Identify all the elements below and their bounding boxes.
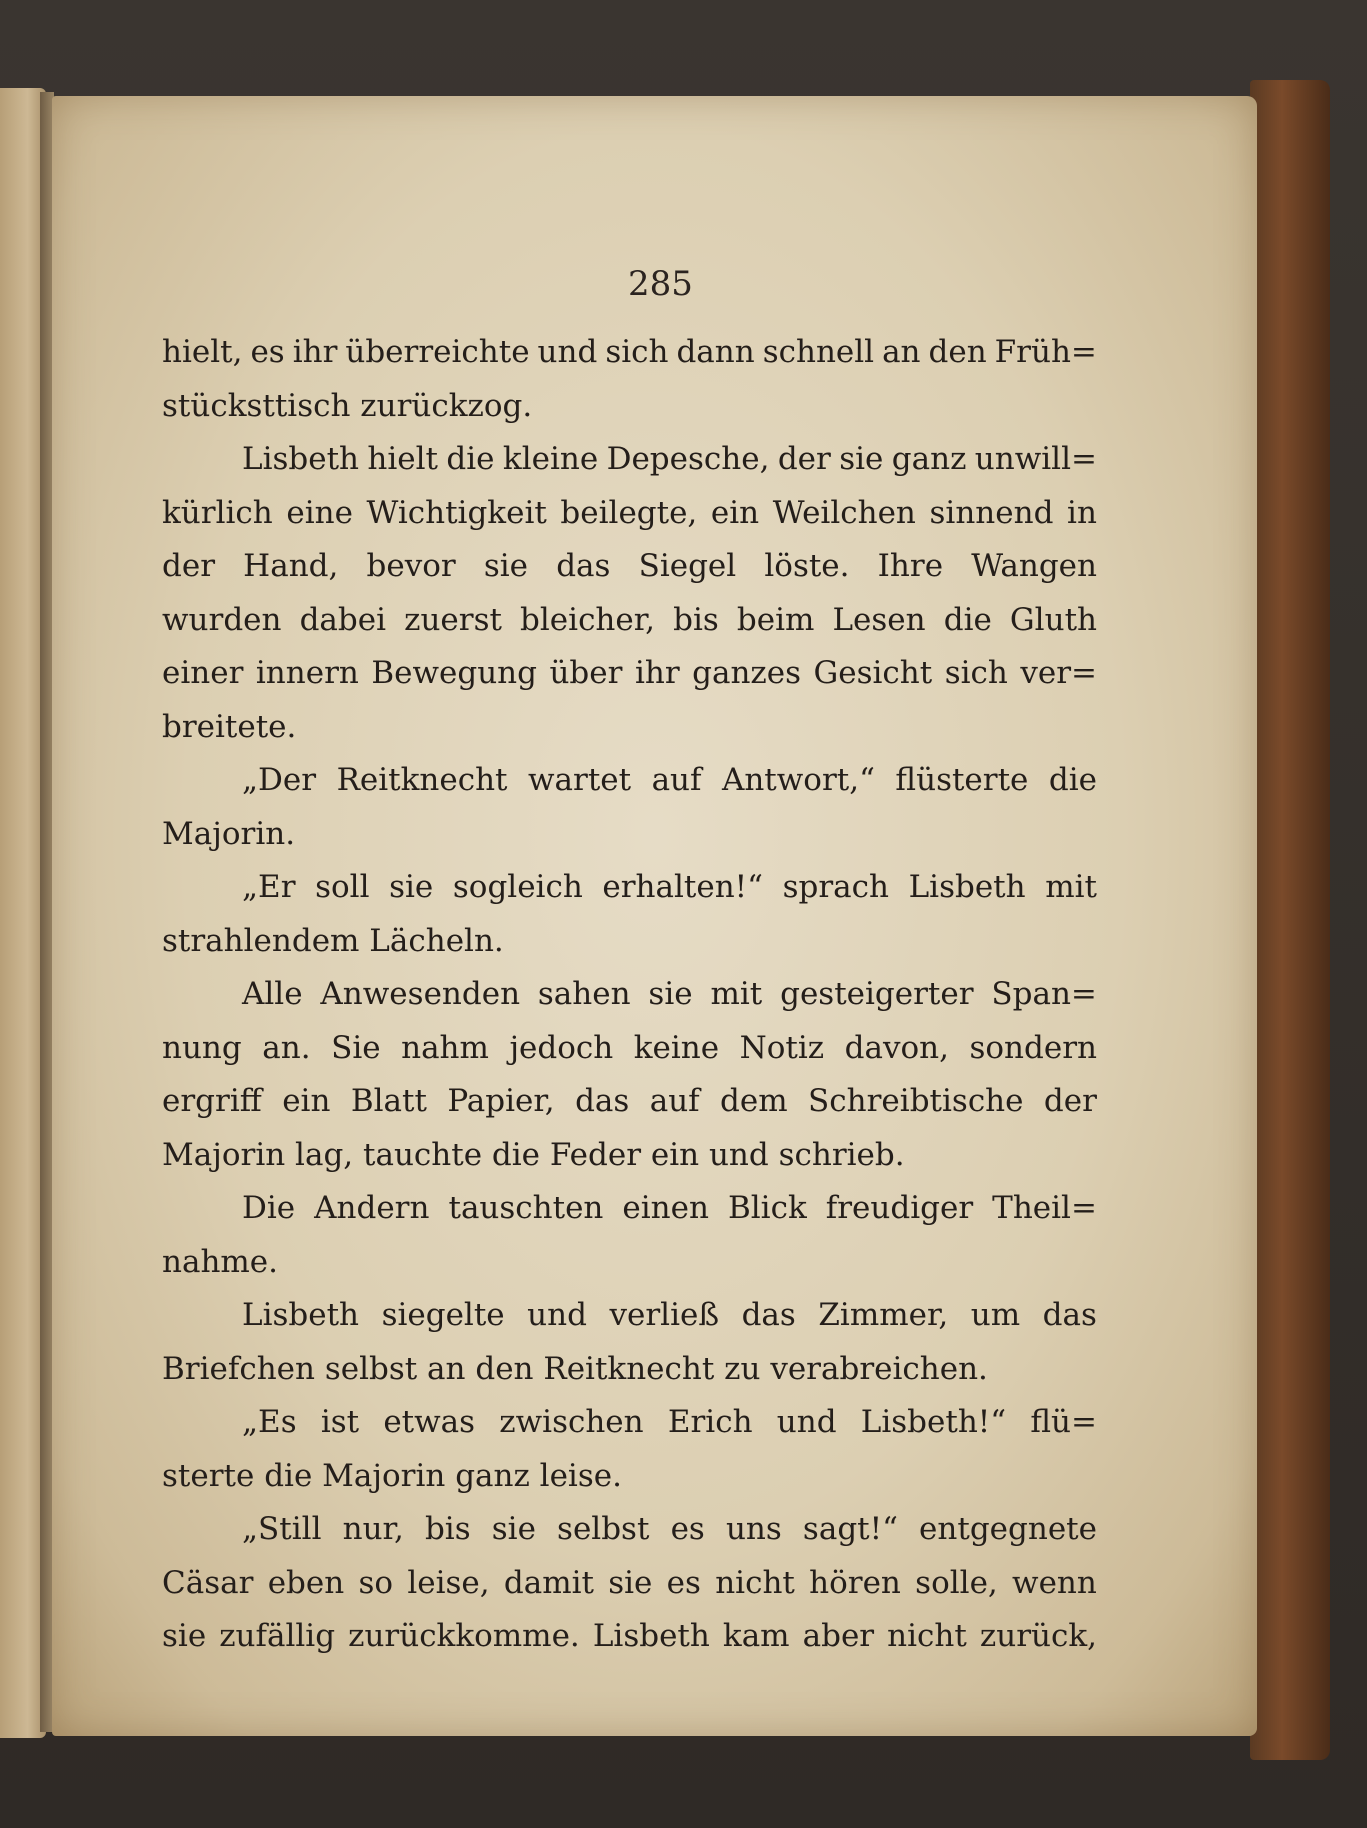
text-line: breitete. [162, 708, 297, 745]
book-page [52, 96, 1257, 1736]
text-line: der Hand, bevor sie das Siegel löste. Ihre Wangen [162, 548, 1097, 584]
page-number: 285 [628, 264, 693, 304]
book-cover-edge [1250, 80, 1330, 1760]
text-line: Majorin lag, tauchte die Feder ein und schrieb. [162, 1136, 905, 1173]
text-line: Die Andern tauschten einen Blick freudiger Theil= [242, 1190, 1097, 1226]
text-line: Lisbeth siegelte und verließ das Zimmer, um das [242, 1297, 1097, 1333]
text-line: Alle Anwesenden sahen sie mit gesteigerter Span= [242, 976, 1097, 1012]
text-line: ergriff ein Blatt Papier, das auf dem Schreibtische der [162, 1083, 1097, 1119]
text-line: sie zufällig zurückkomme. Lisbeth kam aber nicht zurück, [162, 1618, 1097, 1654]
text-line: „Es ist etwas zwischen Erich und Lisbeth!“ flü= [242, 1404, 1097, 1440]
text-line: hielt, es ihr überreichte und sich dann schnell an den Früh= [162, 334, 1097, 370]
text-line: sterte die Majorin ganz leise. [162, 1457, 622, 1494]
text-line: „Still nur, bis sie selbst es uns sagt!“ entgegnete [242, 1511, 1097, 1547]
text-line: einer innern Bewegung über ihr ganzes Gesicht sich ver= [162, 655, 1097, 691]
text-line: Majorin. [162, 815, 296, 852]
text-line: Cäsar eben so leise, damit sie es nicht hören solle, wenn [162, 1564, 1097, 1601]
text-line: Lisbeth hielt die kleine Depesche, der sie ganz unwill= [242, 441, 1097, 477]
text-line: wurden dabei zuerst bleicher, bis beim Lesen die Gluth [162, 601, 1097, 638]
text-line: Briefchen selbst an den Reitknecht zu verabreichen. [162, 1350, 988, 1387]
text-line: „Der Reitknecht wartet auf Antwort,“ flüsterte die [242, 762, 1097, 798]
text-line: strahlendem Lächeln. [162, 922, 504, 959]
text-line: nung an. Sie nahm jedoch keine Notiz davon, sondern [162, 1029, 1097, 1066]
text-line: stücksttisch zurückzog. [162, 387, 533, 424]
text-line: nahme. [162, 1243, 279, 1280]
text-line: „Er soll sie sogleich erhalten!“ sprach Lisbeth mit [242, 869, 1097, 905]
body-text [162, 326, 1097, 1664]
text-line: kürlich eine Wichtigkeit beilegte, ein Weilchen sinnend in [162, 494, 1097, 531]
